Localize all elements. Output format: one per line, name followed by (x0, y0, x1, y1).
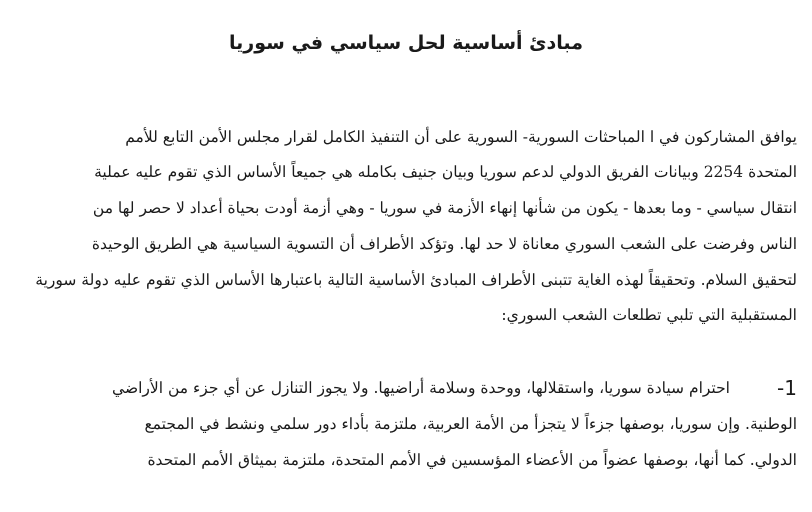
document-title: مبادئ أساسية لحل سياسي في سوريا (229, 32, 583, 54)
list-item-line: الوطنية. وإن سوريا، بوصفها جزءاً لا يتجزأ من الأمة العربية، ملتزمة بأداء دور سلمي ونشط في المجتمع (144, 415, 797, 433)
intro-line: لتحقيق السلام. وتحقيقاً لهذه الغاية تتبنى الأطراف المبادئ الأساسية التالية باعتبارها الأساس الذي تقوم عليه دولة سورية (35, 271, 797, 289)
intro-line: انتقال سياسي - وما بعدها - يكون من شأنها إنهاء الأزمة في سوريا - وهي أزمة أودت بحياة أعداد لا حصر لها من (92, 199, 797, 217)
list-item-line: احترام سيادة سوريا، واستقلالها، ووحدة وسلامة أراضيها. ولا يجوز التنازل عن أي جزء من الأراضي (112, 379, 730, 397)
intro-line: الناس وفرضت على الشعب السوري معاناة لا حد لها. وتؤكد الأطراف أن التسوية السياسية هي الطريق الوحيدة (91, 235, 797, 253)
list-item-line: الدولي. كما أنها، بوصفها عضواً من الأعضاء المؤسسين في الأمم المتحدة، ملتزمة بميثاق الأمم المتحدة (147, 451, 797, 469)
intro-line: المستقبلية التي تلبي تطلعات الشعب السوري: (501, 306, 797, 324)
intro-line: المتحدة 2254 وبيانات الفريق الدولي لدعم سوريا وبيان جنيف بكامله هي جميعاً الأساس الذي تقوم عليه عملية (94, 163, 797, 181)
intro-line: يوافق المشاركون في ا المباحثات السورية- السورية على أن التنفيذ الكامل لقرار مجلس الأمن التابع للأمم (125, 128, 797, 146)
list-item-number: 1- (777, 376, 797, 400)
